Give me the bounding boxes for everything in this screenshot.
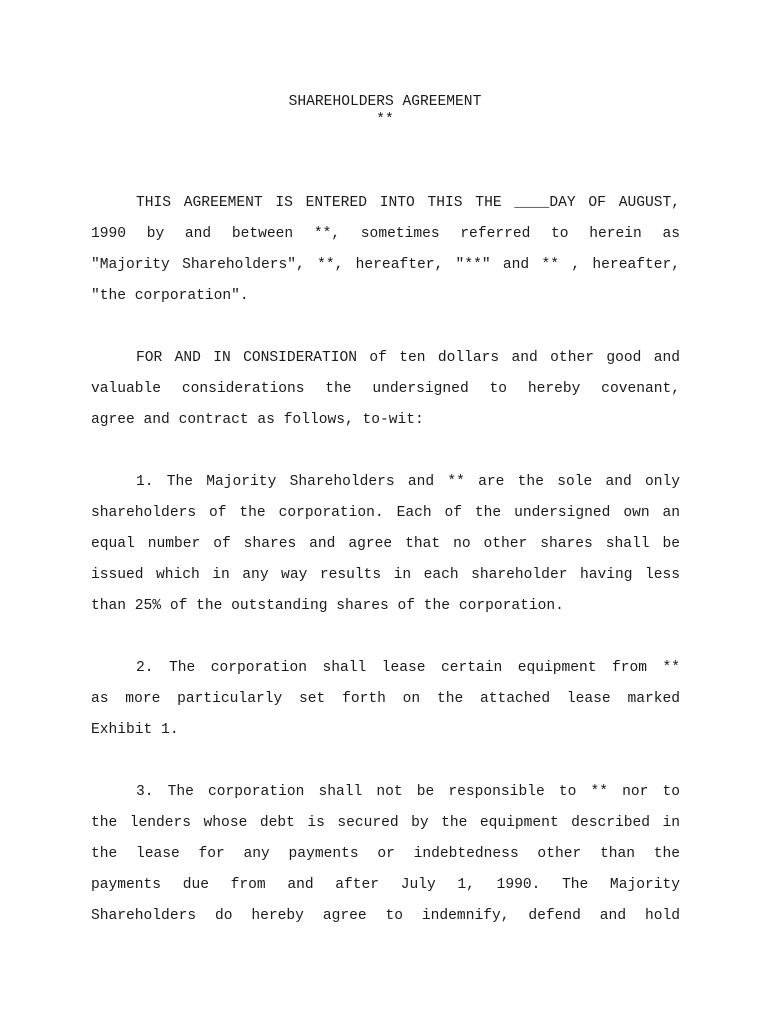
text-line: shareholders of the corporation. Each of the undersigned own an: [91, 505, 680, 521]
text-line: the lenders whose debt is secured by the equipment described in: [91, 815, 680, 831]
text-line: valuable considerations the undersigned to hereby covenant,: [91, 381, 680, 397]
text-line: 1990 by and between **, sometimes referred to herein as: [91, 226, 680, 242]
text-line: "the corporation".: [91, 288, 249, 304]
text-line: Exhibit 1.: [91, 722, 179, 738]
text-line: FOR AND IN CONSIDERATION of ten dollars and other good and: [136, 350, 680, 366]
text-line: THIS AGREEMENT IS ENTERED INTO THIS THE ____DAY OF AUGUST,: [136, 195, 680, 211]
text-line: "Majority Shareholders", **, hereafter, "**" and ** , hereafter,: [91, 257, 680, 273]
text-line: payments due from and after July 1, 1990. The Majority: [91, 877, 680, 893]
text-line: agree and contract as follows, to-wit:: [91, 412, 424, 428]
text-line: issued which in any way results in each shareholder having less: [91, 567, 680, 583]
text-line: 3. The corporation shall not be responsible to ** nor to: [136, 784, 680, 800]
text-line: equal number of shares and agree that no other shares shall be: [91, 536, 680, 552]
text-line: the lease for any payments or indebtedness other than the: [91, 846, 680, 862]
text-line: 1. The Majority Shareholders and ** are the sole and only: [136, 474, 680, 490]
text-line: Shareholders do hereby agree to indemnify, defend and hold: [91, 908, 680, 924]
document-subtitle: **: [376, 112, 394, 128]
document-title: SHAREHOLDERS AGREEMENT: [288, 94, 482, 110]
text-line: than 25% of the outstanding shares of the corporation.: [91, 598, 564, 614]
text-line: as more particularly set forth on the attached lease marked: [91, 691, 680, 707]
text-line: 2. The corporation shall lease certain equipment from **: [136, 660, 680, 676]
